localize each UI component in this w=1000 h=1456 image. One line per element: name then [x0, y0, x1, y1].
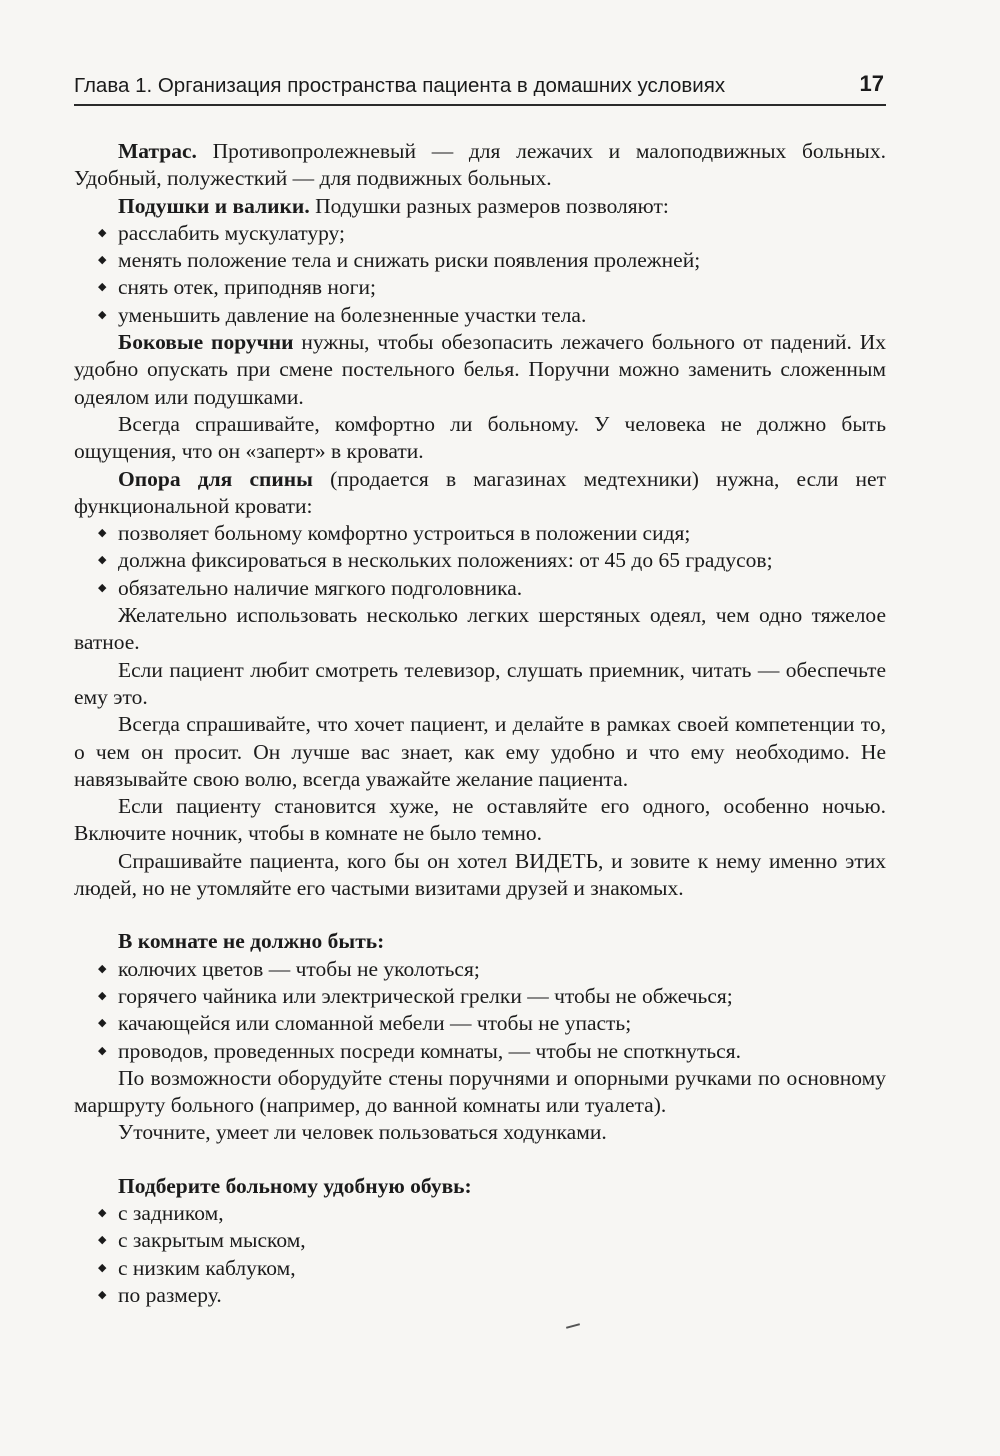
- pillows-list: [74, 220, 886, 329]
- section-gap: [74, 1147, 886, 1173]
- list-item: ◆ с низким каблуком,: [74, 1255, 886, 1282]
- paragraph-night: Если пациенту становится хуже, не оставляйте его одного, особенно ночью. Включите ночник, чтобы в комнате не было темно.: [74, 794, 886, 846]
- list-item: ◆ расслабить мускулатуру;: [74, 220, 886, 247]
- shoes-list: [74, 1200, 886, 1309]
- paragraph-tv: Если пациент любит смотреть телевизор, слушать приемник, читать — обеспечьте ему это.: [74, 657, 886, 709]
- paragraph-side-rails: [74, 329, 886, 411]
- list-item: ◆ уменьшить давление на болезненные участки тела.: [74, 302, 886, 329]
- paragraph-blankets: Желательно использовать несколько легких шерстяных одеял, чем одно тяжелое ватное.: [74, 603, 886, 655]
- list-item: ◆ с закрытым мыском,: [74, 1227, 886, 1254]
- list-item: ◆ позволяет больному комфортно устроиться в положении сидя;: [74, 520, 886, 547]
- paragraph-handrails: По возможности оборудуйте стены поручнями и опорными ручками по основному маршруту больного (например, до ванной комнаты или туалета).: [74, 1065, 886, 1118]
- list-item: ◆ обязательно наличие мягкого подголовника.: [74, 575, 886, 602]
- paragraph-text: нужны, чтобы обезопасить лежачего больного от падений. Их удобно опускать при смене постельного белья. Поручни можно заменить сложенным одеялом или подушками.: [74, 330, 887, 409]
- page-number: 17: [859, 71, 884, 96]
- paragraph-walker: Уточните, умеет ли человек пользоваться ходунками.: [118, 1120, 607, 1145]
- list-item: ◆ горячего чайника или электрической грелки — чтобы не обжечься;: [74, 983, 886, 1010]
- back-support-list: [74, 520, 886, 602]
- list-item: ◆ колючих цветов — чтобы не уколоться;: [74, 956, 886, 983]
- paragraph-ask-patient: Всегда спрашивайте, что хочет пациент, и делайте в рамках своей компетенции то, о чем он просит. Он лучше вас знает, как ему удобно и что ему необходимо. Не навязывайте свою волю, всегда уважайте желание пациента.: [74, 712, 886, 791]
- list-item: ◆ должна фиксироваться в нескольких положениях: от 45 до 65 градусов;: [74, 547, 886, 574]
- list-item: ◆ проводов, проведенных посреди комнаты, — чтобы не споткнуться.: [74, 1038, 886, 1065]
- heading-room: В комнате не должно быть:: [118, 929, 385, 954]
- paragraph-back-support: [74, 466, 886, 521]
- list-item: ◆ с задником,: [74, 1200, 886, 1227]
- paragraph-mattress: [74, 138, 886, 193]
- paragraph-text: Подушки разных размеров позволяют:: [309, 193, 669, 218]
- paragraph-text: (продается в магазинах медтехники) нужна, если нет функциональной кровати:: [74, 466, 886, 518]
- list-item: ◆ менять положение тела и снижать риски появления пролежней;: [74, 247, 886, 274]
- paragraph-text: Противопролежневый — для лежачих и малоподвижных больных. Удобный, полужесткий — для подвижных больных.: [74, 139, 886, 191]
- term-pillows: Подушки и валики.: [118, 193, 310, 218]
- term-back-support: Опора для спины: [118, 466, 313, 491]
- paragraph-visitors: Спрашивайте пациента, кого бы он хотел ВИДЕТЬ, и зовите к нему именно этих людей, но не утомляйте его частыми визитами друзей и знакомых.: [74, 848, 886, 901]
- section-gap: [74, 902, 886, 928]
- list-item: ◆ по размеру.: [74, 1282, 886, 1309]
- running-title: Глава 1. Организация пространства пациента в домашних условиях: [74, 74, 726, 97]
- term-mattress: Матрас.: [118, 139, 197, 163]
- term-side-rails: Боковые поручни: [118, 330, 294, 355]
- stray-mark: [566, 1323, 580, 1329]
- heading-shoes: Подберите больному удобную обувь:: [118, 1173, 472, 1198]
- paragraph-pillows: [74, 193, 886, 220]
- room-list: [74, 956, 886, 1065]
- page-body: [74, 138, 886, 1309]
- list-item: ◆ качающейся или сломанной мебели — чтобы не упасть;: [74, 1010, 886, 1037]
- paragraph-comfort: Всегда спрашивайте, комфортно ли больному. У человека не должно быть ощущения, что он «заперт» в кровати.: [74, 411, 886, 464]
- running-header: [74, 70, 886, 106]
- list-item: ◆ снять отек, приподняв ноги;: [74, 274, 886, 301]
